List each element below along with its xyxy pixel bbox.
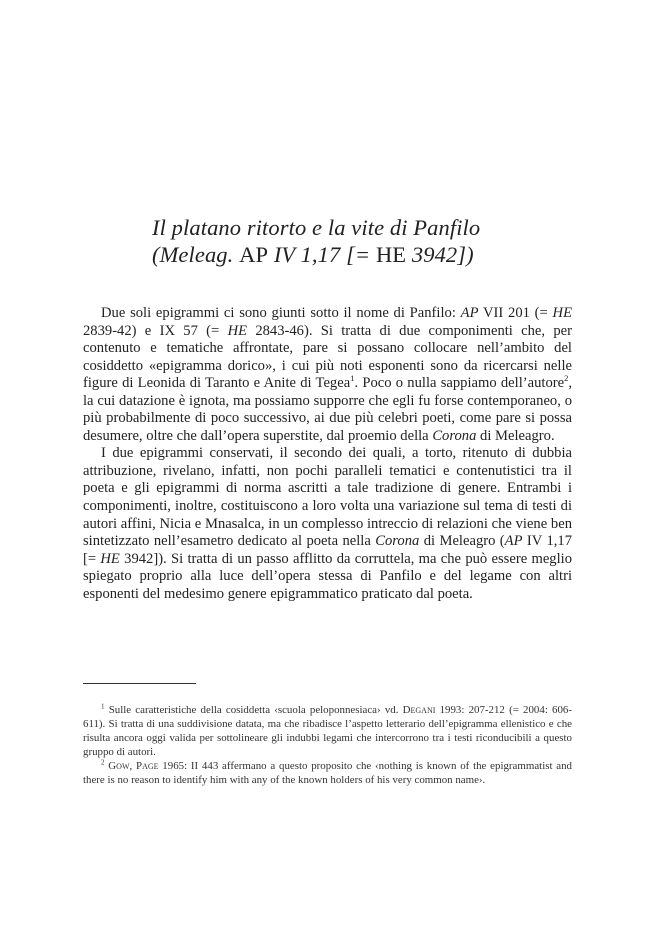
footnote-2 bbox=[83, 759, 572, 787]
footnote-1 bbox=[83, 703, 572, 759]
title-ref: IV 1,17 [= bbox=[268, 242, 376, 267]
p2-s3: IV 1,17 [= bbox=[83, 533, 573, 567]
footnote-separator bbox=[83, 683, 196, 684]
p1-he1: HE bbox=[552, 305, 572, 321]
p2-corona: Corona bbox=[375, 533, 420, 550]
title-he: HE bbox=[375, 242, 407, 267]
paragraph-1 bbox=[83, 305, 572, 445]
p1-s2: VII 201 (= bbox=[478, 305, 553, 321]
footnotes bbox=[83, 703, 572, 788]
footnote-2-number: 2 bbox=[101, 758, 105, 767]
title-open: (Meleag. bbox=[152, 242, 240, 267]
p2-s4: 3942]). Si tratta di un passo afflitto da corruttela, ma che può essere meglio spiegato proprio alla luce dell’opera stessa di Panfilo e del legame con altri esponenti del medesimo genere epigrammatico praticato dal poeta. bbox=[83, 550, 572, 602]
fn1-s1: Sulle caratteristiche della cosiddetta ‹scuola peloponnesiaca› vd. bbox=[104, 704, 403, 716]
fn2-sep: , bbox=[129, 760, 137, 773]
p1-s5: . Poco o nulla sappiamo dell’autore bbox=[354, 375, 565, 392]
footnote-ref-2[interactable]: 2 bbox=[564, 373, 569, 384]
p2-he: HE bbox=[100, 550, 120, 567]
body-text bbox=[83, 305, 572, 603]
fn2-s2: 1965: II 443 affermano a questo proposito che ‹nothing is known of the epigrammatist and there is no reason to identify him with any of the known holders of his very common name›. bbox=[83, 760, 572, 787]
footnote-1-number: 1 bbox=[101, 702, 105, 711]
fn2-author-1: Gow bbox=[108, 760, 130, 773]
chapter-title-line-1: Il platano ritorto e la vite di Panfilo bbox=[152, 215, 481, 240]
chapter-title bbox=[152, 214, 572, 268]
p1-he2: HE bbox=[227, 322, 248, 339]
p2-s2: di Meleagro ( bbox=[419, 533, 505, 550]
p1-corona: Corona bbox=[432, 427, 477, 444]
fn1-s2: 1993: 207-212 (= 2004: 606-611). Si tratta di una suddivisione datata, ma che ribadisce l’aspetto letterario dell’epigramma ellenistico e che risulta ancora oggi valida per sottolineare gli indubbi legami che intercorrono tra i testi riconducibili a questo gruppo di autori. bbox=[83, 704, 572, 759]
p1-s1: Due soli epigrammi ci sono giunti sotto il nome di Panfilo: bbox=[101, 305, 461, 321]
paragraph-2 bbox=[83, 445, 572, 603]
title-close: 3942]) bbox=[406, 242, 474, 267]
fn2-author-2: Page bbox=[136, 760, 159, 773]
fn1-author: Degani bbox=[402, 704, 436, 716]
p2-s1: I due epigrammi conservati, il secondo dei quali, a torto, ritenuto di dubbia attribuzione, rivelano, infatti, non pochi paralleli tematici e contenutistici tra il poeta e gli epigrammi di norma ascritti a tale tradizione di genere. Entrambi i componimenti, inoltre, costituiscono a loro volta una variazione sul tema di testi di autori affini, Nicia e Mnasalca, in un complesso intreccio di relazioni che viene ben sintetizzato nell’esametro dedicato al poeta nella bbox=[83, 445, 572, 550]
p2-ap: AP bbox=[504, 533, 523, 550]
title-ap: AP bbox=[239, 242, 269, 267]
p1-s3: 2839-42) e IX 57 (= bbox=[83, 322, 228, 339]
p1-ap: AP bbox=[460, 305, 479, 321]
p1-s7: di Meleagro. bbox=[476, 427, 555, 444]
chapter-title-line-2 bbox=[152, 241, 572, 268]
p1-s4: 2843-46). Si tratta di due componimenti che, per contenuto e tematiche affrontate, pare si possano collocare nell’ambito del cosiddetto «epigramma dorico», i cui più noti esponenti sono da ricercarsi nelle figure di Leonida di Taranto e Anite di Tegea bbox=[83, 322, 572, 392]
p1-s6: , la cui datazione è ignota, ma possiamo supporre che egli fu forse contemporaneo, o più probabilmente di poco successivo, ai due più celebri poeti, come pare si possa desumere, oltre che dall’opera superstite, dal proemio della bbox=[83, 375, 572, 444]
footnote-ref-1[interactable]: 1 bbox=[350, 373, 355, 384]
